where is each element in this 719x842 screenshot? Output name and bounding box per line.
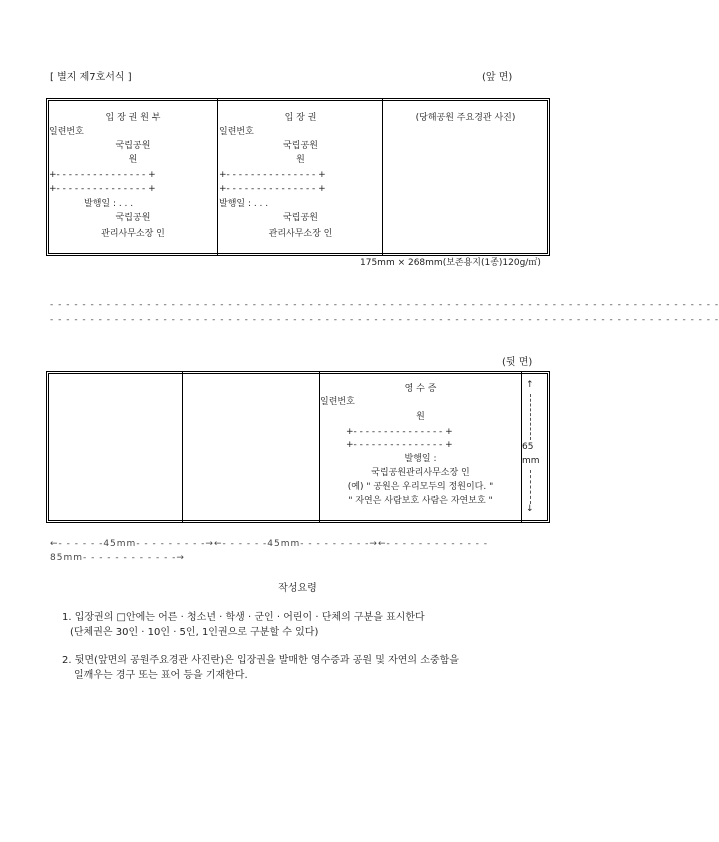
- ticket-field-line: +- - - - - - - - - - - - - - - +: [219, 184, 326, 194]
- slogan-example: " 자연은 사람보호 사람은 자연보호 ": [348, 496, 493, 506]
- stub-park-label: 국립공원: [115, 213, 151, 223]
- ticket-manager-seal: 관리사무소장 인: [268, 229, 333, 239]
- receipt-field-line: +- - - - - - - - - - - - - - - +: [346, 440, 453, 450]
- receipt-title: 영 수 증: [404, 384, 437, 394]
- front-ticket-form: [46, 98, 550, 256]
- height-unit: mm: [522, 456, 540, 466]
- receipt-won-label: 원: [416, 412, 425, 422]
- stub-field-line: +- - - - - - - - - - - - - - - +: [49, 170, 156, 180]
- ticket-stub-section: [49, 99, 217, 255]
- stub-field-line: +- - - - - - - - - - - - - - - +: [49, 184, 156, 194]
- width-dimension-line: 85mm- - - - - - - - - - - -→: [50, 553, 185, 563]
- ticket-issue-date: 발행일 : . . .: [219, 199, 269, 209]
- ticket-field-line: +- - - - - - - - - - - - - - - +: [219, 170, 326, 180]
- admission-ticket-section: [219, 99, 382, 255]
- instruction-item: 2. 뒷면(앞면의 공원주요경관 사진란)은 입장권을 발매한 영수증과 공원 및 자연의 소중함을: [62, 655, 459, 666]
- ticket-won-label: 원: [296, 155, 305, 165]
- width-dimension-line: ←- - - - - -45mm- - - - - - - - -→←- - - - - -45mm- - - - - - - - -→←- - - - - - - - - - - - -: [50, 539, 489, 549]
- stub-issue-date: 발행일 : . . .: [84, 199, 134, 209]
- slogan-example: (예) " 공원은 우리모두의 정원이다. ": [347, 482, 494, 492]
- receipt-field-line: +- - - - - - - - - - - - - - - +: [346, 427, 453, 437]
- stub-manager-seal: 관리사무소장 인: [101, 229, 165, 239]
- instruction-item: 일깨우는 경구 또는 표어 등을 기재한다.: [74, 670, 248, 681]
- scenic-photo-area: [384, 99, 547, 255]
- dimension-line: [530, 394, 531, 440]
- back-receipt-form: [46, 371, 550, 523]
- back-side-label: (뒷 면): [502, 357, 533, 368]
- receipt-section: [320, 372, 521, 522]
- receipt-issue-date: 발행일 :: [404, 454, 437, 464]
- stub-serial-label: 일련번호: [49, 127, 84, 137]
- arrow-down-icon: ↓: [526, 504, 534, 514]
- paper-spec: 175mm × 268mm(보존용지(1종)120g/㎡): [360, 258, 541, 268]
- ticket-park-label: 국립공원: [283, 213, 318, 223]
- ticket-title: 입 장 권: [284, 113, 317, 123]
- instructions-heading: 작성요령: [278, 583, 317, 594]
- cut-line: - - - - - - - - - - - - - - - - - - - - - - - - - - - - - - - - - - - - - - - - - - - - - - - - - - - - - - - - - - - - - - - - - - - - - - - - - - - - - - - - - - -: [50, 300, 719, 310]
- divider: [382, 99, 383, 255]
- stub-title: 입 장 권 원 부: [105, 113, 161, 123]
- height-dimension: [522, 372, 547, 522]
- divider: [182, 372, 183, 522]
- front-side-label: (앞 면): [482, 72, 513, 83]
- instruction-item: 1. 입장권의 □안에는 어른 · 청소년 · 학생 · 군인 · 어린이 · 단체의 구분을 표시한다: [62, 612, 425, 623]
- receipt-serial-label: 일련번호: [320, 397, 355, 407]
- photo-placeholder-label: (당해공원 주요경관 사진): [415, 113, 516, 123]
- ticket-serial-label: 일련번호: [219, 127, 254, 137]
- dimension-line: [530, 470, 531, 504]
- ticket-park-label: 국립공원: [283, 141, 318, 151]
- form-number: [ 별지 제7호서식 ]: [50, 72, 132, 83]
- arrow-up-icon: ↑: [526, 380, 534, 390]
- receipt-office-seal: 국립공원관리사무소장 인: [371, 468, 470, 478]
- instruction-item: (단체권은 30인 · 10인 · 5인, 1인권으로 구분할 수 있다): [70, 627, 319, 638]
- divider: [217, 99, 218, 255]
- height-value: 65: [522, 442, 534, 452]
- cut-line: - - - - - - - - - - - - - - - - - - - - - - - - - - - - - - - - - - - - - - - - - - - - - - - - - - - - - - - - - - - - - - - - - - - - - - - - - - - - - - - - - - -: [50, 315, 719, 325]
- stub-won-label: 원: [128, 155, 138, 165]
- stub-park-label: 국립공원: [115, 141, 151, 151]
